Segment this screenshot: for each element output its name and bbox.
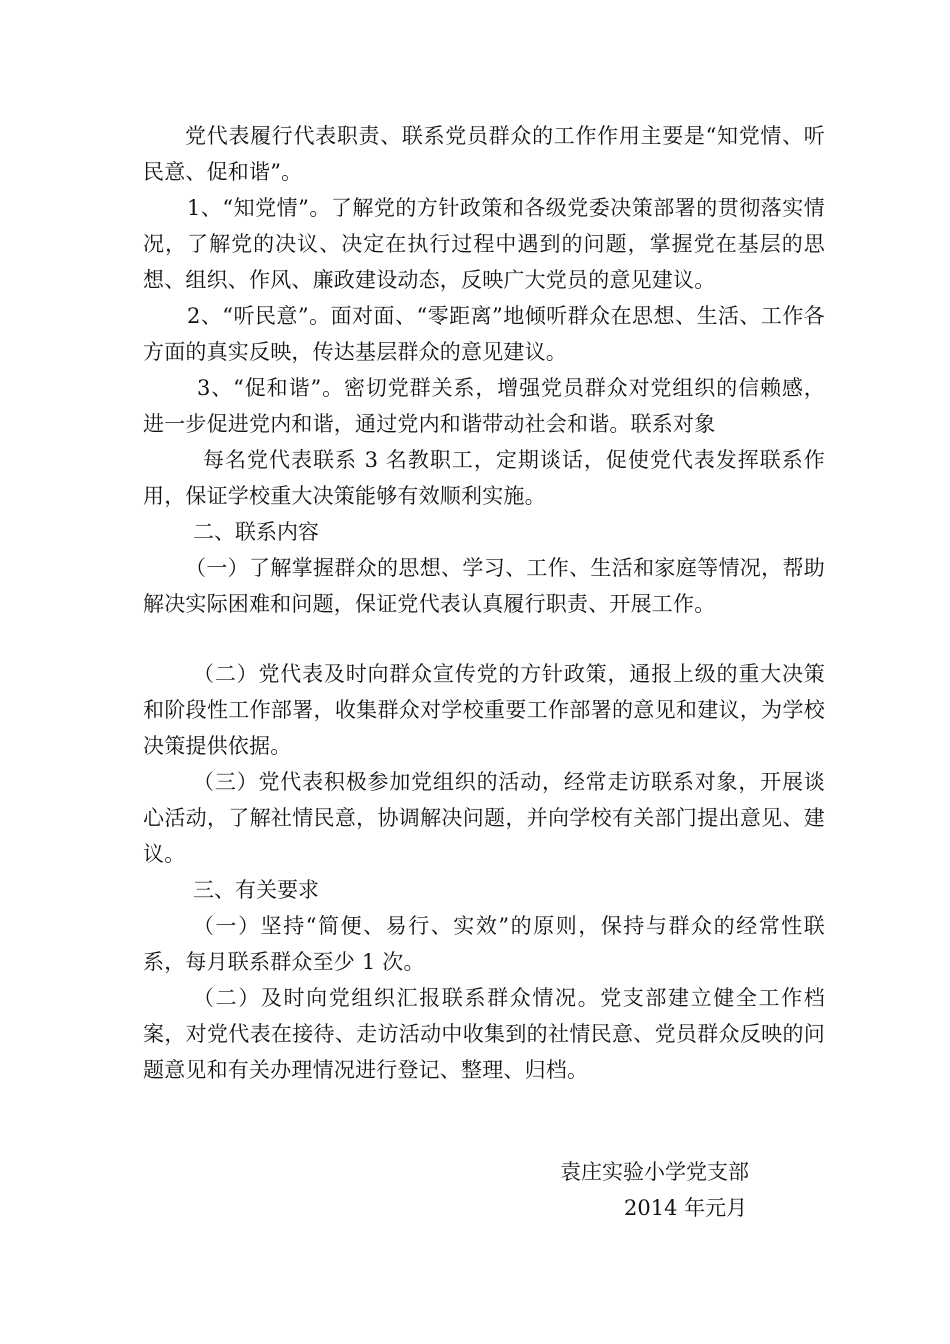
contact-content-item-3: （三）党代表积极参加党组织的活动，经常走访联系对象，开展谈心活动，了解社情民意，协调解决问题，并向学校有关部门提出意见、建议。 [143,770,825,866]
section-heading-requirements: 三、有关要求 [193,878,319,902]
contact-content-item-1: （一）了解掌握群众的思想、学习、工作、生活和家庭等情况，帮助解决实际困难和问题，保证党代表认真履行职责、开展工作。 [143,556,825,616]
item-listen-public-paragraph: 2、“听民意”。面对面、“零距离”地倾听群众在思想、生活、工作各方面的真实反映，传达基层群众的意见建议。 [143,304,825,364]
requirements-item-1: （一）坚持“简便、易行、实效”的原则，保持与群众的经常性联系，每月联系群众至少 1 次。 [143,914,825,974]
document-signature [560,1154,820,1226]
signature-organization: 袁庄实验小学党支部 [560,1160,749,1184]
document-body [143,118,825,1088]
contact-object-paragraph: 每名党代表联系 3 名教职工，定期谈话，促使党代表发挥联系作用，保证学校重大决策能够有效顺利实施。 [143,448,825,508]
signature-date: 2014 年元月 [624,1196,748,1220]
item-know-party-paragraph: 1、“知党情”。了解党的方针政策和各级党委决策部署的贯彻落实情况，了解党的决议、决定在执行过程中遇到的问题，掌握党在基层的思想、组织、作风、廉政建设动态，反映广大党员的意见建议。 [143,196,825,292]
section-heading-contact-content: 二、联系内容 [193,520,319,544]
item-promote-harmony-paragraph: 3、“促和谐”。密切党群关系，增强党员群众对党组织的信赖感，进一步促进党内和谐，通过党内和谐带动社会和谐。联系对象 [143,376,825,436]
contact-content-item-2: （二）党代表及时向群众宣传党的方针政策，通报上级的重大决策和阶段性工作部署，收集群众对学校重要工作部署的意见和建议，为学校决策提供依据。 [143,662,825,758]
paragraph-spacer [143,622,825,656]
requirements-item-2: （二）及时向党组织汇报联系群众情况。党支部建立健全工作档案，对党代表在接待、走访活动中收集到的社情民意、党员群众反映的问题意见和有关办理情况进行登记、整理、归档。 [143,986,825,1082]
intro-paragraph: 党代表履行代表职责、联系党员群众的工作作用主要是“知党情、听民意、促和谐”。 [143,124,825,184]
